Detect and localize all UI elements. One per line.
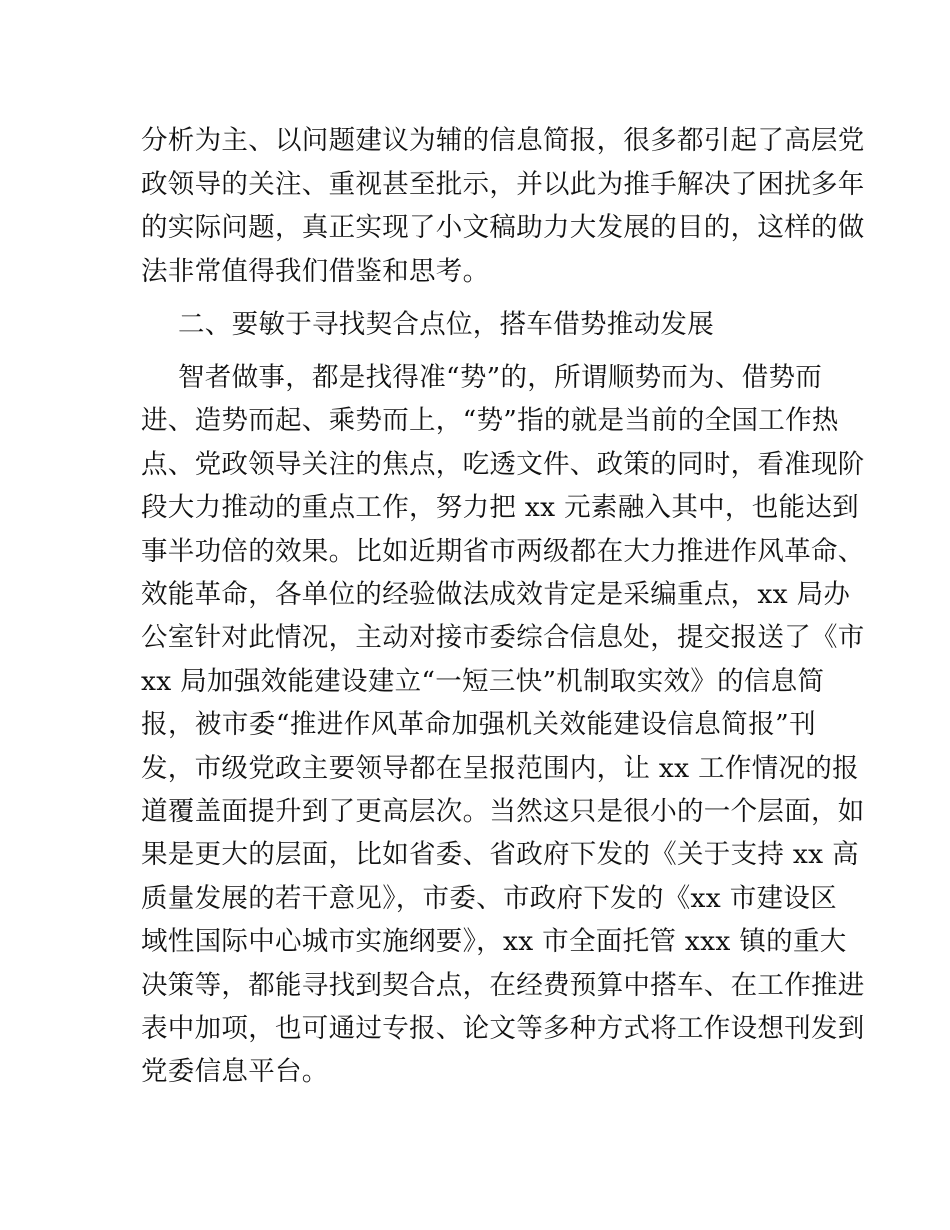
paragraph-line: 的实际问题，真正实现了小文稿助力大发展的目的，这样的做 bbox=[141, 212, 865, 243]
paragraph-line: 果是更大的层面，比如省委、省政府下发的《关于支持 xx 高 bbox=[141, 839, 859, 870]
paragraph-line: xx 局加强效能建设建立“一短三快”机制取实效》的信息简 bbox=[141, 666, 825, 697]
paragraph-line: 质量发展的若干意见》，市委、市政府下发的《xx 市建设区 bbox=[141, 883, 837, 914]
paragraph-line: 分析为主、以问题建议为辅的信息简报，很多都引起了高层党 bbox=[141, 125, 865, 156]
paragraph-line: 事半功倍的效果。比如近期省市两级都在大力推进作风革命、 bbox=[141, 536, 865, 567]
paragraph-line: 法非常值得我们借鉴和思考。 bbox=[141, 256, 490, 287]
paragraph-line: 发，市级党政主要领导都在呈报范围内，让 xx 工作情况的报 bbox=[141, 753, 859, 784]
paragraph-line: 效能革命，各单位的经验做法成效肯定是采编重点，xx 局办 bbox=[141, 579, 851, 610]
paragraph-line: 表中加项，也可通过专报、论文等多种方式将工作设想刊发到 bbox=[141, 1013, 865, 1044]
paragraph-line: 道覆盖面提升到了更高层次。当然这只是很小的一个层面，如 bbox=[141, 796, 865, 827]
section-heading: 二、要敏于寻找契合点位，搭车借势推动发展 bbox=[178, 309, 714, 340]
paragraph-line: 决策等，都能寻找到契合点，在经费预算中搭车、在工作推进 bbox=[141, 970, 865, 1001]
paragraph-line: 段大力推动的重点工作，努力把 xx 元素融入其中，也能达到 bbox=[141, 492, 859, 523]
paragraph-line: 域性国际中心城市实施纲要》，xx 市全面托管 xxx 镇的重大 bbox=[141, 926, 847, 957]
paragraph-line: 智者做事，都是找得准“势”的，所谓顺势而为、借势而 bbox=[178, 362, 823, 393]
paragraph-line: 党委信息平台。 bbox=[141, 1056, 329, 1087]
paragraph-line: 进、造势而起、乘势而上，“势”指的就是当前的全国工作热 bbox=[141, 405, 839, 436]
paragraph-line: 政领导的关注、重视甚至批示，并以此为推手解决了困扰多年 bbox=[141, 169, 865, 200]
paragraph-line: 公室针对此情况，主动对接市委综合信息处，提交报送了《市 bbox=[141, 622, 865, 653]
paragraph-line: 报，被市委“推进作风革命加强机关效能建设信息简报”刊 bbox=[141, 709, 816, 740]
paragraph-line: 点、党政领导关注的焦点，吃透文件、政策的同时，看准现阶 bbox=[141, 449, 865, 480]
